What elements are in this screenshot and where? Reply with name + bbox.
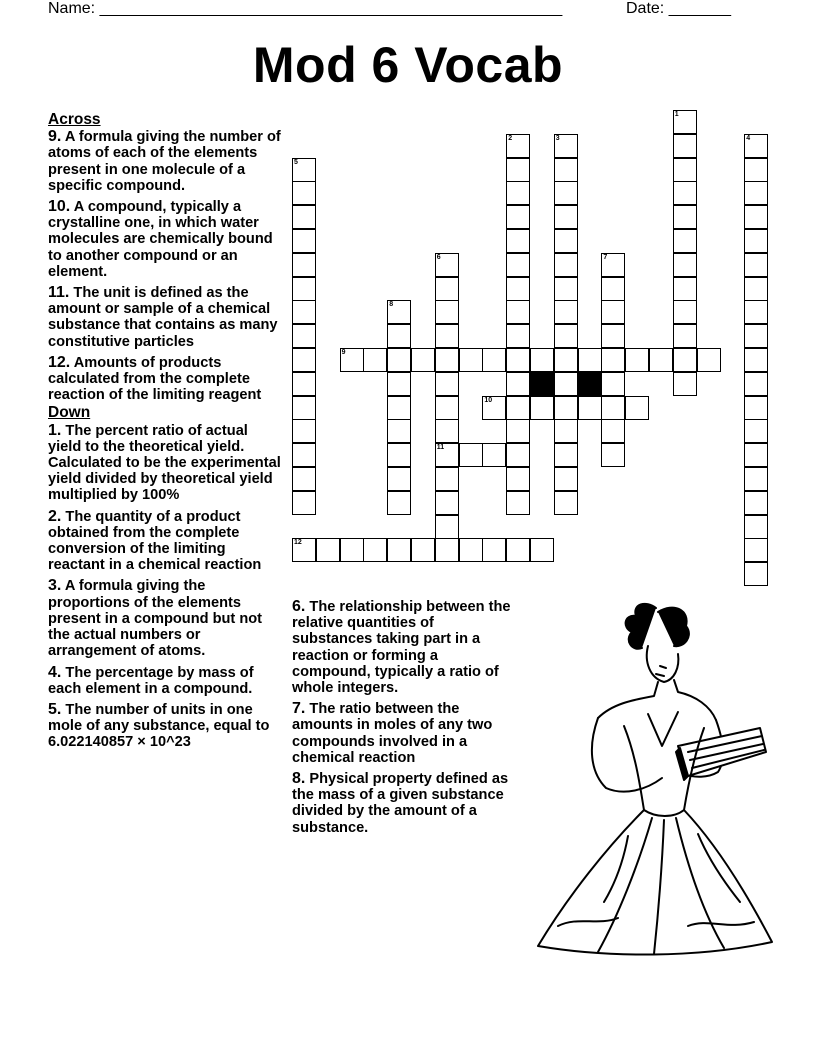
grid-cell[interactable] [673,110,697,134]
clue-text: The percentage by mass of each element in a compound. [48,664,254,697]
grid-cell[interactable] [506,443,530,467]
grid-cell[interactable] [601,396,625,420]
down-heading: Down [48,404,91,422]
down-clue [48,665,284,697]
across-clue [48,129,284,194]
grid-cell[interactable] [673,300,697,324]
grid-cell[interactable] [292,205,316,229]
clue-number: 8. [292,770,306,788]
clues-left-column [48,112,284,756]
grid-cell[interactable] [506,538,530,562]
cell-number: 3 [555,134,560,142]
grid-cell[interactable] [387,491,411,515]
clue-number: 11. [48,284,70,302]
grid-cell[interactable] [530,538,554,562]
cell-number: 10 [484,396,493,404]
grid-cell[interactable] [673,205,697,229]
grid-cell[interactable] [601,253,625,277]
grid-cell[interactable] [292,396,316,420]
grid-cell[interactable] [435,372,459,396]
grid-cell[interactable] [554,205,578,229]
grid-cell[interactable] [554,229,578,253]
grid-cell[interactable] [435,253,459,277]
grid-cell[interactable] [673,253,697,277]
grid-cell[interactable] [744,515,768,539]
grid-cell[interactable] [292,419,316,443]
grid-cell[interactable] [435,300,459,324]
grid-cell[interactable] [744,372,768,396]
grid-cell[interactable] [292,348,316,372]
grid-cell[interactable] [435,443,459,467]
grid-cell[interactable] [744,443,768,467]
grid-cell[interactable] [506,277,530,301]
grid-cell[interactable] [292,253,316,277]
grid-cell[interactable] [554,467,578,491]
grid-cell[interactable] [506,348,530,372]
grid-cell[interactable] [744,419,768,443]
clue-number: 9. [48,128,62,146]
grid-cell[interactable] [554,443,578,467]
grid-cell[interactable] [673,158,697,182]
grid-cell[interactable] [744,229,768,253]
grid-cell[interactable] [554,396,578,420]
grid-cell[interactable] [744,300,768,324]
grid-cell[interactable] [744,253,768,277]
grid-cell[interactable] [459,443,483,467]
grid-cell[interactable] [435,538,459,562]
grid-cell[interactable] [601,372,625,396]
grid-cell[interactable] [387,419,411,443]
grid-cell[interactable] [387,538,411,562]
grid-cell[interactable] [578,348,602,372]
grid-cell[interactable] [554,419,578,443]
grid-cell[interactable] [673,229,697,253]
down-clue [292,599,516,696]
grid-cell[interactable] [292,277,316,301]
cell-number: 8 [389,301,394,309]
name-field-label[interactable]: Name: ____________________________________________________ [48,0,563,17]
grid-cell[interactable] [459,348,483,372]
grid-cell[interactable] [387,348,411,372]
cell-number: 12 [294,539,302,547]
header [48,0,748,20]
grid-cell[interactable] [601,443,625,467]
grid-cell[interactable] [482,348,506,372]
grid-cell[interactable] [435,396,459,420]
clue-number: 10. [48,198,71,216]
grid-cell[interactable] [363,348,387,372]
clue-text: The quantity of a product obtained from the complete conversion of the limiting reactant in a chemical reaction [48,508,262,574]
clue-number: 1. [48,421,62,439]
grid-cell[interactable] [363,538,387,562]
page-title: Mod 6 Vocab [252,37,564,93]
clue-number: 2. [48,507,62,525]
grid-cell[interactable] [506,158,530,182]
grid-cell[interactable] [506,229,530,253]
down-clue [292,771,516,836]
down-clue [48,578,284,659]
grid-cell[interactable] [292,467,316,491]
grid-cell[interactable] [697,348,721,372]
grid-cell[interactable] [292,443,316,467]
grid-cell[interactable] [744,538,768,562]
grid-cell[interactable] [601,277,625,301]
grid-block [578,372,602,396]
grid-cell[interactable] [340,538,364,562]
date-field-label[interactable]: Date: _______ [626,0,731,17]
grid-cell[interactable] [673,324,697,348]
clue-number: 5. [48,700,62,718]
grid-cell[interactable] [554,158,578,182]
grid-cell[interactable] [506,300,530,324]
grid-cell[interactable] [292,324,316,348]
grid-cell[interactable] [673,181,697,205]
grid-cell[interactable] [292,491,316,515]
grid-block [530,372,554,396]
grid-cell[interactable] [744,491,768,515]
down-clue [48,423,284,504]
reading-woman-illustration [528,596,778,956]
clue-text: A formula giving the proportions of the elements present in a compound but not the actual numbers or arrangement of atoms. [48,578,263,660]
grid-cell[interactable] [506,491,530,515]
grid-cell[interactable] [482,538,506,562]
cell-number: 2 [508,134,513,142]
grid-cell[interactable] [387,372,411,396]
grid-cell[interactable] [744,467,768,491]
grid-cell[interactable] [530,396,554,420]
grid-cell[interactable] [387,467,411,491]
cell-number: 4 [746,134,751,142]
grid-cell[interactable] [387,443,411,467]
grid-cell[interactable] [459,538,483,562]
grid-cell[interactable] [411,348,435,372]
grid-cell[interactable] [554,324,578,348]
cell-number: 11 [436,444,445,452]
grid-cell[interactable] [578,396,602,420]
down-clue [292,701,516,766]
grid-cell[interactable] [673,348,697,372]
grid-cell[interactable] [506,419,530,443]
clue-number: 4. [48,663,62,681]
across-clue [48,355,284,404]
clue-number: 12. [48,353,71,371]
grid-cell[interactable] [435,348,459,372]
across-heading: Across [48,111,101,128]
grid-cell[interactable] [554,300,578,324]
clue-text: The number of units in one mole of any substance, equal to 6.022140857 × 10^23 [48,701,270,751]
grid-cell[interactable] [292,229,316,253]
grid-cell[interactable] [435,277,459,301]
grid-cell[interactable] [554,372,578,396]
clue-number: 3. [48,577,62,595]
grid-cell[interactable] [673,134,697,158]
cell-number: 1 [674,111,679,118]
grid-cell[interactable] [601,300,625,324]
grid-cell[interactable] [744,134,768,158]
grid-cell[interactable] [673,372,697,396]
grid-cell[interactable] [292,158,316,182]
grid-cell[interactable] [554,181,578,205]
clue-text: The relationship between the relative quantities of substances taking part in a reaction or forming a compound, typically a ratio of whole integers. [292,599,511,697]
grid-cell[interactable] [506,467,530,491]
grid-cell[interactable] [435,324,459,348]
grid-cell[interactable] [554,277,578,301]
grid-cell[interactable] [292,181,316,205]
grid-cell[interactable] [744,324,768,348]
down-clue [48,702,284,751]
grid-cell[interactable] [435,515,459,539]
across-clue [48,199,284,280]
grid-cell[interactable] [506,205,530,229]
grid-cell[interactable] [554,134,578,158]
grid-cell[interactable] [292,538,316,562]
grid-cell[interactable] [673,277,697,301]
cell-number: 5 [294,158,298,166]
grid-cell[interactable] [601,419,625,443]
grid-cell[interactable] [744,348,768,372]
grid-cell[interactable] [506,253,530,277]
grid-cell[interactable] [316,538,340,562]
grid-cell[interactable] [601,348,625,372]
grid-cell[interactable] [554,348,578,372]
clue-text: Physical property defined as the mass of a given substance divided by the amount of a substance. [292,771,509,836]
grid-cell[interactable] [387,300,411,324]
grid-cell[interactable] [506,324,530,348]
grid-cell[interactable] [554,253,578,277]
grid-cell[interactable] [625,396,649,420]
across-clue [48,285,284,350]
grid-cell[interactable] [744,396,768,420]
clue-text: A compound, typically a crystalline one, in which water molecules are chemically bound to another compound or an element. [48,199,273,280]
grid-cell[interactable] [744,277,768,301]
grid-cell[interactable] [340,348,364,372]
clue-number: 7. [292,700,306,718]
grid-cell[interactable] [435,467,459,491]
grid-cell[interactable] [482,443,506,467]
grid-cell[interactable] [292,300,316,324]
down-clue [48,509,284,574]
grid-cell[interactable] [744,181,768,205]
clue-text: A formula giving the number of atoms of each of the elements present in one molecule of a specific compound. [48,129,281,194]
grid-cell[interactable] [435,419,459,443]
grid-cell[interactable] [744,158,768,182]
clue-text: The percent ratio of actual yield to the theoretical yield. Calculated to be the experimental yield divided by theoretical yield multiplied by 100% [48,422,281,504]
grid-cell[interactable] [744,562,768,586]
cell-number: 6 [436,253,441,261]
clue-text: The ratio between the amounts in moles of any two compounds involved in a chemical reaction [292,701,493,766]
grid-cell[interactable] [554,491,578,515]
clue-text: The unit is defined as the amount or sample of a chemical substance that contains as many constitutive particles [48,285,278,350]
grid-cell[interactable] [387,324,411,348]
cell-number: 9 [341,349,346,356]
clues-right-column [292,599,516,841]
grid-cell[interactable] [411,538,435,562]
grid-cell[interactable] [506,372,530,396]
grid-cell[interactable] [506,134,530,158]
clue-text: Amounts of products calculated from the complete reaction of the limiting reagent [48,354,262,404]
grid-cell[interactable] [387,396,411,420]
grid-cell[interactable] [292,372,316,396]
grid-cell[interactable] [530,348,554,372]
grid-cell[interactable] [435,491,459,515]
grid-cell[interactable] [601,324,625,348]
grid-cell[interactable] [482,396,506,420]
grid-cell[interactable] [506,181,530,205]
clue-number: 6. [292,598,306,615]
cell-number: 7 [603,253,608,261]
grid-cell[interactable] [744,205,768,229]
grid-cell[interactable] [649,348,673,372]
grid-cell[interactable] [625,348,649,372]
grid-cell[interactable] [506,396,530,420]
